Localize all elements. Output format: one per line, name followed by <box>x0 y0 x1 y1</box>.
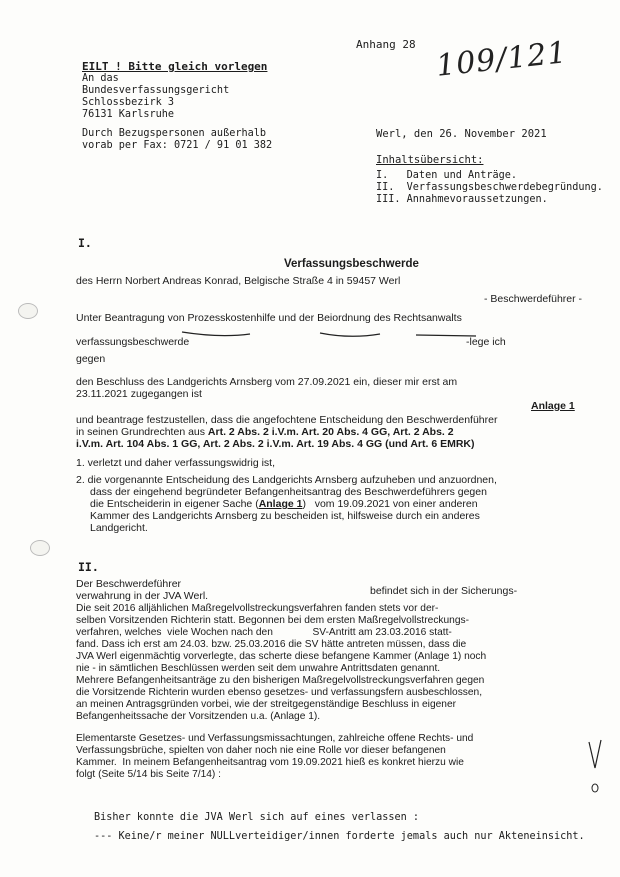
attachment-label: Anhang 28 <box>356 38 416 51</box>
paragraph-block <box>76 603 486 723</box>
paragraph-line: folgt (Seite 5/14 bis Seite 7/14) : <box>76 769 221 780</box>
list-item: 2. die vorgenannte Entscheidung des Landgerichts Arnsberg aufzuheben und anzuordnen, <box>76 474 497 486</box>
handwritten-underline <box>180 322 480 342</box>
paragraph-line: verwahrung in der JVA Werl. <box>76 590 209 602</box>
delivery-line: Durch Bezugspersonen außerhalb <box>82 128 267 139</box>
toc-item: II. Verfassungsbeschwerdebegründung. <box>376 182 603 193</box>
paragraph-line: verfahren, welches viele Wochen nach den SV-Antritt am 23.03.2016 statt- <box>76 627 452 638</box>
paragraph-line: JVA Werl eigenmächtig vorverlegte, das scherte diese befangene Kammer (Anlage 1) noch <box>76 651 487 662</box>
quote-line: Bisher konnte die JVA Werl sich auf eines verlassen : <box>94 812 420 823</box>
address-line: Schlossbezirk 3 <box>82 97 175 108</box>
punch-hole <box>18 303 38 319</box>
paragraph-line: befindet sich in der Sicherungs- <box>370 585 518 597</box>
attachment-reference: Anlage 1 <box>531 400 575 412</box>
paragraph-line: nie - in sämtlichen Beschlüssen werden seit dem unwahre Antrittsdaten genannt. <box>76 663 441 674</box>
toc-item: I. Daten und Anträge. <box>376 170 518 181</box>
margin-mark <box>586 738 606 798</box>
request-text: in seinen Grundrechten aus <box>76 426 205 438</box>
section-title: Verfassungsbeschwerde <box>284 258 419 270</box>
toc-list <box>376 170 603 206</box>
delivery-line: vorab per Fax: 0721 / 91 01 382 <box>82 140 273 151</box>
paragraph-line: Kammer. In meinem Befangenheitsantrag vom 19.09.2021 hieß es konkret hierzu wie <box>76 757 464 768</box>
list-item: 1. verletzt und daher verfassungswidrig ist, <box>76 457 276 469</box>
law-reference: Art. 2 Abs. 2 i.V.m. Art. 20 Abs. 4 GG, Art. 2 Abs. 2 <box>207 426 454 438</box>
list-item-cont: Kammer des Landgerichts Arnsberg zu bescheiden ist, hilfsweise durch ein anderes <box>90 510 480 522</box>
paragraph-line: Der Beschwerdeführer <box>76 578 182 590</box>
law-reference: i.V.m. Art. 104 Abs. 1 GG, Art. 2 Abs. 2 i.V.m. Art. 19 Abs. 4 GG (und Art. 6 EMRK) <box>76 438 475 450</box>
party-role: - Beschwerdeführer - <box>484 293 583 305</box>
decision-line: den Beschluss des Landgerichts Arnsberg vom 27.09.2021 ein, dieser mir erst am <box>76 376 458 388</box>
list-item-cont: Landgericht. <box>90 522 148 534</box>
section-number: I. <box>78 236 92 250</box>
list-item-cont: dass der eingehend begründeter Befangenheitsantrag des Beschwerdeführers gegen <box>90 486 487 498</box>
intro-line-end: -lege ich <box>466 336 506 348</box>
toc-item: III. Annahmevoraussetzungen. <box>376 194 548 205</box>
paragraph-line: Verfassungsbrüche, spielten von daher noch nie eine Rolle vor dieser befangenen <box>76 745 446 756</box>
recipient-address <box>82 73 229 121</box>
paragraph-line: selben Vorsitzenden Richterin statt. Begonnen bei dem ersten Maßregelvollstreckungs- <box>76 615 469 626</box>
decision-line: 23.11.2021 zugegangen ist <box>76 388 202 400</box>
paragraph-line: die Vorsitzende Richterin wurden ebenso gesetzes- und verfassungsfern ausbeschlossen, <box>76 687 483 698</box>
delivery-note <box>82 128 272 152</box>
request-line <box>76 426 454 438</box>
punch-hole <box>30 540 50 556</box>
address-line: An das <box>82 73 119 84</box>
intro-line: Unter Beantragung von Prozesskostenhilfe und der Beiordnung des Rechtsanwalts <box>76 312 462 324</box>
paragraph-line: Befangenheitssache der Vorsitzenden u.a. (Anlage 1). <box>76 711 321 722</box>
address-line: 76131 Karlsruhe <box>82 109 175 120</box>
list-item-cont: die Entscheiderin in eigener Sache (Anlage 1) vom 19.09.2021 von einer anderen <box>90 498 478 510</box>
paragraph-line: Die seit 2016 alljählichen Maßregelvollstreckungsverfahren fanden stets vor der- <box>76 603 439 614</box>
handwritten-page-number: 109/121 <box>434 35 570 84</box>
toc-title: Inhaltsübersicht: <box>376 154 484 166</box>
section-number: II. <box>78 560 99 574</box>
paragraph-line: Elementarste Gesetzes- und Verfassungsmissachtungen, zahlreiche offene Rechts- und <box>76 733 474 744</box>
quote-line: --- Keine/r meiner NULLverteidiger/innen forderte jemals auch nur Akteneinsicht. <box>94 831 585 842</box>
address-line: Bundesverfassungsgericht <box>82 85 230 96</box>
attachment-reference: Anlage 1 <box>258 498 303 510</box>
intro-line: verfassungsbeschwerde <box>76 336 190 348</box>
party-line: des Herrn Norbert Andreas Konrad, Belgische Straße 4 in 59457 Werl <box>76 275 401 287</box>
urgent-note: EILT ! Bitte gleich vorlegen <box>82 60 268 73</box>
document-date: Werl, den 26. November 2021 <box>376 128 547 140</box>
paragraph-block <box>76 733 473 781</box>
gegen-word: gegen <box>76 353 106 365</box>
paragraph-line: Mehrere Befangenheitsanträge zu den bisherigen Maßregelvollstreckungsverfahren gegen <box>76 675 485 686</box>
paragraph-line: fand. Dass ich erst am 24.03. bzw. 25.03.2016 die SV hätte antreten müssen, dass die <box>76 639 467 650</box>
request-line: und beantrage festzustellen, dass die angefochtene Entscheidung den Beschwerdenführer <box>76 414 498 426</box>
paragraph-line: an meinen Antragsgründen vorbei, wie der streitgegenständige Beschluss in eigener <box>76 699 457 710</box>
